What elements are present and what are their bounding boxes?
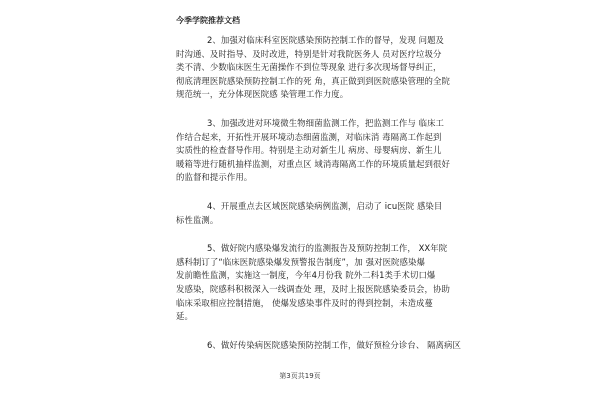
paragraph-line: 5、做好院内感染爆发流行的监测报告及预防控制工作， XX年院 xyxy=(207,243,448,254)
paragraph-line: 时沟通、及时指导、及时改进，特别是针对我院医务人 员对医疗垃圾分 xyxy=(176,48,442,59)
paragraph-5 xyxy=(176,242,450,324)
paragraph-line: 4、开展重点去区域医院感染病例监测，启动了 icu医院 感染目 xyxy=(207,200,443,211)
paragraph-line: 2、加强对临床科室医院感染预防控制工作的督导，发现 问题及 xyxy=(207,35,445,45)
paragraph-line: 标性监测。 xyxy=(176,214,219,225)
paragraph-line: 规范统一，充分体现医院感 染管理工作力度。 xyxy=(176,89,349,100)
paragraph-line: 暖箱等进行随机抽样监测，对重点区 域消毒隔离工作的环境质量起到很好 xyxy=(176,158,450,169)
paragraph-line: 6、做好传染病医院感染预防控制工作，做好预检分诊台、 隔离病区 xyxy=(207,339,461,350)
paragraph-line: 发感染，院感科积极深入一线调查处 理，及时上报医院感染委员会，协助 xyxy=(176,283,450,294)
paragraph-line: 的监督和提示作用。 xyxy=(176,172,253,183)
paragraph-line: 实质性的检查督导作用。特别是主动对新生儿 病房、母婴病房、新生儿 xyxy=(176,145,442,156)
paragraph-line: 感科制订了“临床医院感染爆发预警报告制度”，加 强对医院感染爆 xyxy=(176,256,425,267)
paragraph-line: 发前瞻性监测，实施这一制度，今年4月份我 院外二科1类手术切口爆 xyxy=(176,270,436,281)
document-header-title: 今季学院推荐文档 xyxy=(176,16,240,25)
paragraph-2 xyxy=(176,34,450,102)
paragraph-6 xyxy=(176,339,461,353)
page-number: 第3页共19页 xyxy=(279,372,321,380)
paragraph-4 xyxy=(176,200,443,227)
document-body xyxy=(176,34,461,367)
paragraph-line: 类不清、少数临床医生无菌操作不到位等现象 进行多次现场督导纠正， xyxy=(176,62,442,73)
paragraph-line: 彻底清理医院感染预防控制工作的死 角，真正做到到医院感染管理的全院 xyxy=(176,75,450,86)
paragraph-line: 临床采取相应控制措施， 使爆发感染事件及时的得到控制，未造成蔓 xyxy=(176,297,434,308)
paragraph-line: 3、加强改进对环境微生物细菌监测工作，把监测工作与 临床工 xyxy=(207,117,445,128)
paragraph-line: 延。 xyxy=(176,311,193,322)
paragraph-3 xyxy=(176,117,450,185)
paragraph-line: 作结合起来，开拓性开展环境动态细菌监测，对临床消 毒隔离工作起到 xyxy=(176,131,442,142)
